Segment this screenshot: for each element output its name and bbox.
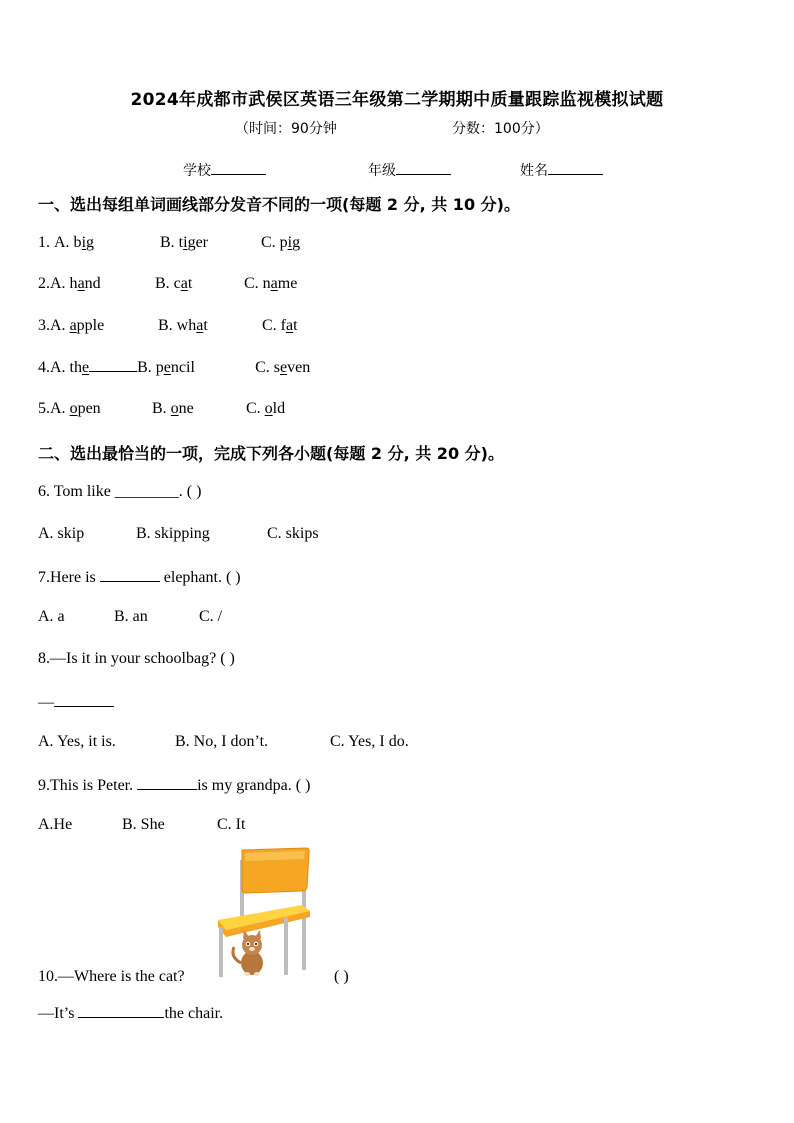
option-b: B. an [114,608,148,625]
question-9-stem: 9.This is Peter. is my grandpa. ( ) [38,777,311,794]
question-8-options [38,733,409,751]
option-a: A. big [54,234,95,251]
question-3: 3.A. apple B. what C. fat [38,317,298,334]
option-b: B. No, I don’t. [175,733,269,750]
grade-field[interactable] [368,160,451,180]
option-a-underline [89,359,137,372]
option-b: B. pencil [137,359,195,376]
option-a: A. apple [50,317,105,334]
question-7-stem: 7.Here is elephant. ( ) [38,569,241,586]
option-b: B. cat [155,275,193,292]
question-2: 2.A. hand B. cat C. name [38,275,298,292]
option-c: C. It [217,816,246,833]
question-10-answer: —It’s the chair. [38,1005,224,1022]
question-7-options [38,608,222,626]
answer-blank[interactable] [100,567,160,582]
option-c: C. Yes, I do. [330,733,409,750]
question-6-options [38,525,319,543]
section2-heading: 二、选出最恰当的一项，完成下列各小题(每题 2 分, 共 20 分)。 [38,444,504,463]
name-blank[interactable] [548,160,603,175]
option-a: A. the [50,359,90,376]
question-4: 4.A. the B. pencil C. seven [38,359,311,376]
grade-label: 年级 [368,163,396,179]
chair-front-leg-left [219,927,223,977]
option-a: A.He [38,816,73,833]
school-label: 学校 [183,163,211,179]
option-a: A. open [50,400,101,417]
option-b: B. She [122,816,165,833]
exam-title: 2024年成都市武侯区英语三年级第二学期期中质量跟踪监视模拟试题 [130,90,664,110]
name-label: 姓名 [520,163,548,179]
answer-blank[interactable] [137,775,197,790]
name-field[interactable] [520,160,603,180]
option-c: C. seven [255,359,311,376]
question-10-answer-paren: ( ) [334,968,349,985]
grade-blank[interactable] [396,160,451,175]
option-a: A. a [38,608,65,625]
option-c: C. skips [267,525,319,542]
option-a: A. skip [38,525,85,542]
option-c: C. fat [262,317,298,334]
question-5: 5.A. open B. one C. old [38,400,286,417]
option-a: A. Yes, it is. [38,733,116,750]
question-8-answer: — [38,692,114,712]
option-b: B. what [158,317,208,334]
exam-time: （时间：90分钟 [235,121,337,137]
option-c: C. pig [261,234,301,251]
question-1: 1. A. big B. tiger C. pig [38,234,301,251]
cat-icon [233,930,263,976]
option-c: C. name [244,275,298,292]
option-c: C. / [199,608,223,625]
chair-front-leg-right [284,917,288,975]
option-a: A. hand [50,275,101,292]
question-6-stem: 6. Tom like ________. ( ) [38,483,202,500]
exam-score: 分数：100分） [452,121,549,137]
option-b: B. skipping [136,525,210,542]
section1-heading: 一、选出每组单词画线部分发音不同的一项(每题 2 分, 共 10 分)。 [38,195,520,214]
school-field[interactable] [183,160,266,180]
option-b: B. tiger [160,234,209,251]
school-blank[interactable] [211,160,266,175]
question-9-options [38,816,245,834]
option-b: B. one [152,400,194,417]
question-10-stem: 10.—Where is the cat? [38,968,185,985]
answer-blank[interactable] [54,692,114,707]
option-c: C. old [246,400,286,417]
answer-blank[interactable] [78,1003,164,1018]
question-8-stem: 8.—Is it in your schoolbag? ( ) [38,650,235,667]
chair-with-cat-illustration [210,845,320,980]
